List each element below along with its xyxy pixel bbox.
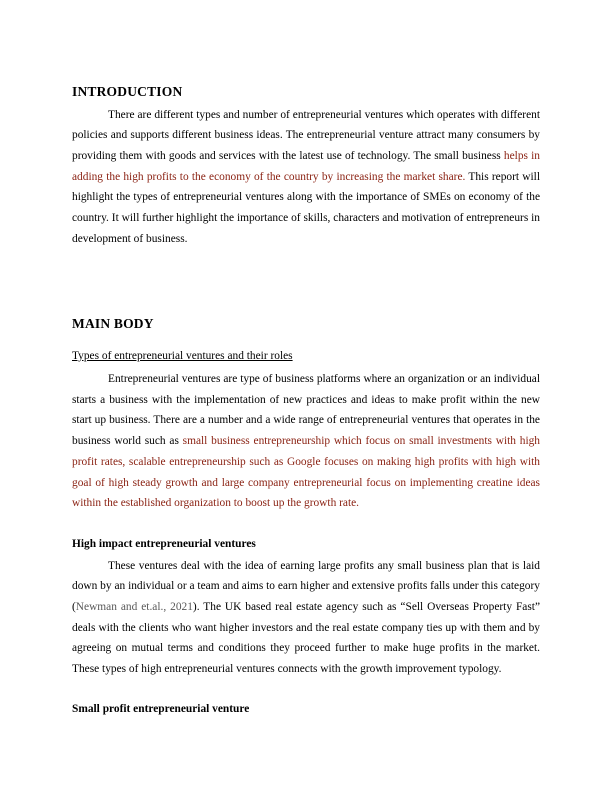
types-paragraph xyxy=(72,369,540,514)
hi-text-1: These ventures deal with the idea of earning large profits any small business plan that is laid down by an individual or a team and aims to earn higher and extensive profits falls under this category ( xyxy=(72,559,540,613)
introduction-heading: INTRODUCTION xyxy=(72,84,183,99)
citation: Newman and et.al., 2021 xyxy=(75,600,193,613)
main-body-heading: MAIN BODY xyxy=(72,316,154,331)
intro-text-2: This report will highlight the types of entrepreneurial ventures along with the importance of SMEs on economy of the country. It will further highlight the importance of skills, characters and motivation of entrepreneurs in development of business. xyxy=(72,170,540,245)
hi-text-2: ). The UK based real estate agency such as “Sell Overseas Property Fast” deals with the clients who want higher investors and the real estate company ties up with them and by agreeing on mutual terms and conditions they proceed further to make huge profits in the market. These types of high entrepreneurial ventures connects with the growth improvement typology. xyxy=(72,600,541,676)
types-subheading: Types of entrepreneurial ventures and their roles xyxy=(72,350,293,362)
intro-highlight: helps in adding the high profits to the economy of the country by increasing the market share. xyxy=(72,149,540,183)
types-text: Entrepreneurial ventures are type of business platforms where an organization or an individual starts a business with the implementation of new practices and ideas to make profit within the new start up business. There are a number and a wide range of entrepreneurial ventures that operates in the business world such as xyxy=(72,373,540,448)
introduction-paragraph xyxy=(72,105,540,250)
high-impact-heading: High impact entrepreneurial ventures xyxy=(72,538,256,550)
intro-text-1: There are different types and number of entrepreneurial ventures which operates with different policies and supports different business ideas. The entrepreneurial venture attract many consumers by providing them with goods and services with the latest use of technology. The small business xyxy=(72,108,540,162)
types-highlight: small business entrepreneurship which focus on small investments with high profit rates, scalable entrepreneurship such as Google focuses on making high profits with high with goal of high steady growth and large company entrepreneurial focus on implementing creatine ideas within the established organization to boost up the growth rate. xyxy=(72,435,540,510)
high-impact-paragraph xyxy=(72,556,540,680)
small-profit-heading: Small profit entrepreneurial venture xyxy=(72,703,250,715)
